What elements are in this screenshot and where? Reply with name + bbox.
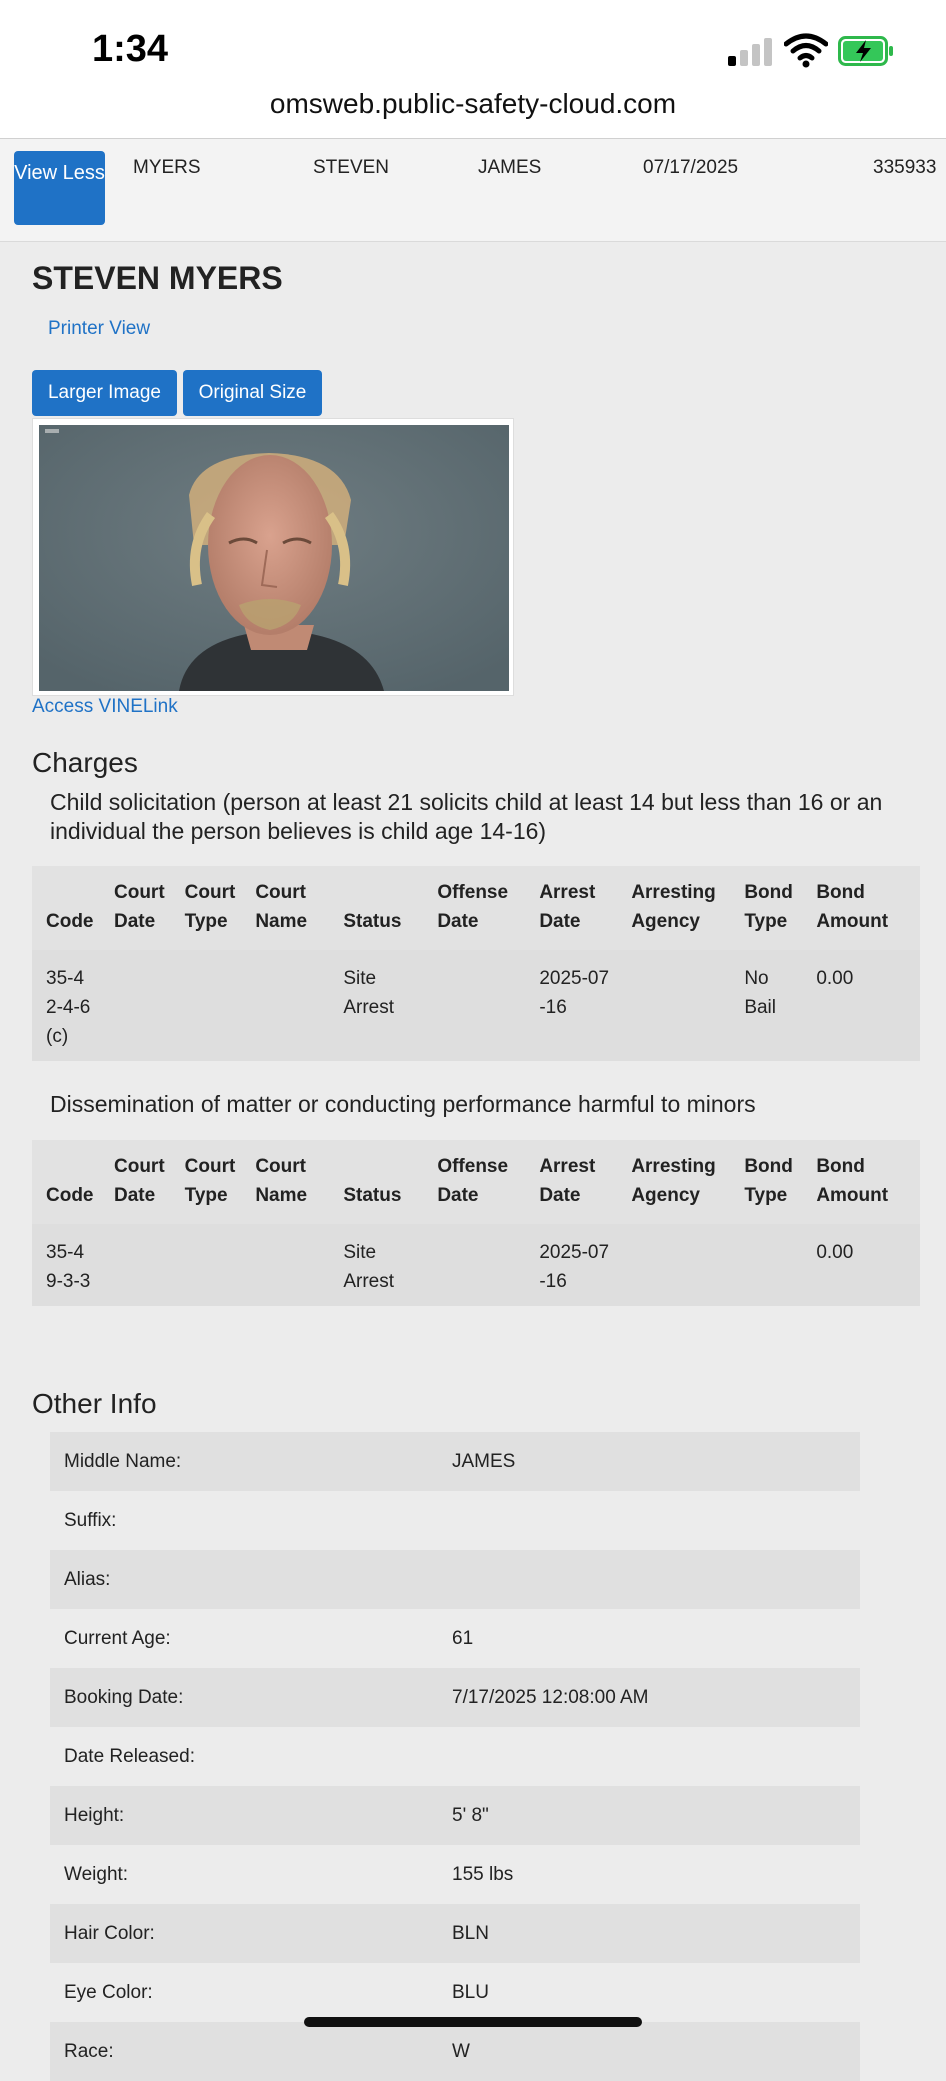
court-type <box>171 950 242 1061</box>
info-label: Middle Name: <box>64 1451 182 1472</box>
other-info-heading: Other Info <box>32 1388 157 1419</box>
info-label: Alias: <box>64 1569 111 1590</box>
col-status: Status <box>329 866 423 950</box>
info-row-hair-color <box>50 1904 860 1963</box>
middle-name-cell: JAMES <box>478 157 542 178</box>
bond-amount: 0.00 <box>802 1224 920 1306</box>
info-label: Race: <box>64 2041 114 2062</box>
col-court-type: Court Type <box>171 866 242 950</box>
info-label: Hair Color: <box>64 1923 155 1944</box>
col-arresting-agency: Arresting Agency <box>617 866 730 950</box>
col-code: Code <box>32 1140 100 1224</box>
arrest-date: 2025-07-16 <box>525 1224 617 1306</box>
info-row-alias <box>50 1550 860 1609</box>
info-label: Eye Color: <box>64 1982 153 2003</box>
info-label: Booking Date: <box>64 1687 184 1708</box>
info-row-date-released <box>50 1727 860 1786</box>
mugshot-frame <box>32 418 514 696</box>
info-row-race <box>50 2022 860 2081</box>
info-value: W <box>452 2041 470 2062</box>
court-date <box>100 1224 171 1306</box>
col-arrest-date: Arrest Date <box>525 866 617 950</box>
col-court-date: Court Date <box>100 1140 171 1224</box>
charges-heading: Charges <box>32 747 138 778</box>
col-bond-amount: Bond Amount <box>802 1140 920 1224</box>
charge-code: 35-42-4-6(c) <box>32 950 100 1061</box>
view-less-button[interactable]: View Less <box>14 151 105 225</box>
bond-amount: 0.00 <box>802 950 920 1061</box>
offense-date <box>423 950 525 1061</box>
court-name <box>241 1224 329 1306</box>
booking-date-cell: 07/17/2025 <box>643 157 739 178</box>
arresting-agency <box>617 1224 730 1306</box>
browser-status-bar <box>0 0 946 139</box>
charge-table-2 <box>32 1140 920 1306</box>
table-row <box>32 1224 920 1306</box>
court-date <box>100 950 171 1061</box>
col-court-type: Court Type <box>171 1140 242 1224</box>
info-row-eye-color <box>50 1963 860 2022</box>
col-offense-date: Offense Date <box>423 1140 525 1224</box>
col-court-name: Court Name <box>241 1140 329 1224</box>
printer-view-link[interactable]: Printer View <box>48 318 151 339</box>
bond-type: No Bail <box>730 950 802 1061</box>
col-court-name: Court Name <box>241 866 329 950</box>
col-court-date: Court Date <box>100 866 171 950</box>
info-label: Weight: <box>64 1864 129 1885</box>
wifi-icon <box>784 32 828 68</box>
charge-code: 35-49-3-3 <box>32 1224 100 1306</box>
larger-image-button[interactable]: Larger Image <box>32 370 177 416</box>
last-name-cell: MYERS <box>133 157 201 178</box>
info-value: 61 <box>452 1628 474 1649</box>
info-value: 155 lbs <box>452 1864 514 1885</box>
address-bar-url[interactable]: omsweb.public-safety-cloud.com <box>269 88 677 119</box>
col-status: Status <box>329 1140 423 1224</box>
court-type <box>171 1224 242 1306</box>
info-label: Suffix: <box>64 1510 117 1531</box>
col-arresting-agency: Arresting Agency <box>617 1140 730 1224</box>
info-label: Current Age: <box>64 1628 171 1649</box>
info-value: 5' 8" <box>452 1805 489 1826</box>
cellular-signal-icon <box>728 38 772 66</box>
vinelink-link[interactable]: Access VINELink <box>32 696 178 717</box>
info-row-height <box>50 1786 860 1845</box>
bond-type <box>730 1224 802 1306</box>
col-bond-type: Bond Type <box>730 866 802 950</box>
inmate-name: STEVEN MYERS <box>32 260 283 296</box>
original-size-button[interactable]: Original Size <box>183 370 322 416</box>
col-code: Code <box>32 866 100 950</box>
court-name <box>241 950 329 1061</box>
charge-title-1: Child solicitation (person at least 21 solicits child at least 14 but less than 16 or an individual the person believes is child age 14-16) <box>50 789 883 844</box>
arresting-agency <box>617 950 730 1061</box>
charge-table-1 <box>32 866 920 1061</box>
info-row-middle-name <box>50 1432 860 1491</box>
offense-date <box>423 1224 525 1306</box>
info-label: Date Released: <box>64 1746 195 1767</box>
info-row-current-age <box>50 1609 860 1668</box>
info-row-suffix <box>50 1491 860 1550</box>
other-info-list <box>50 1432 860 2081</box>
info-row-booking-date <box>50 1668 860 1727</box>
info-value: BLN <box>452 1923 489 1944</box>
record-summary-row <box>0 139 946 242</box>
home-indicator[interactable] <box>304 2017 642 2027</box>
info-row-weight <box>50 1845 860 1904</box>
col-offense-date: Offense Date <box>423 866 525 950</box>
arrest-date: 2025-07-16 <box>525 950 617 1061</box>
col-bond-type: Bond Type <box>730 1140 802 1224</box>
first-name-cell: STEVEN <box>313 157 390 178</box>
mugshot-photo[interactable] <box>39 425 509 691</box>
booking-id-cell: 335933 <box>873 157 937 178</box>
charge-title-2: Dissemination of matter or conducting performance harmful to minors <box>50 1091 756 1117</box>
col-bond-amount: Bond Amount <box>802 866 920 950</box>
col-arrest-date: Arrest Date <box>525 1140 617 1224</box>
info-value: JAMES <box>452 1451 516 1472</box>
charge-status: Site Arrest <box>329 1224 423 1306</box>
info-value: BLU <box>452 1982 489 2003</box>
battery-charging-icon <box>838 36 894 66</box>
info-value: 7/17/2025 12:08:00 AM <box>452 1687 649 1708</box>
clock: 1:34 <box>92 28 169 70</box>
info-label: Height: <box>64 1805 125 1826</box>
table-row <box>32 950 920 1061</box>
charge-status: Site Arrest <box>329 950 423 1061</box>
